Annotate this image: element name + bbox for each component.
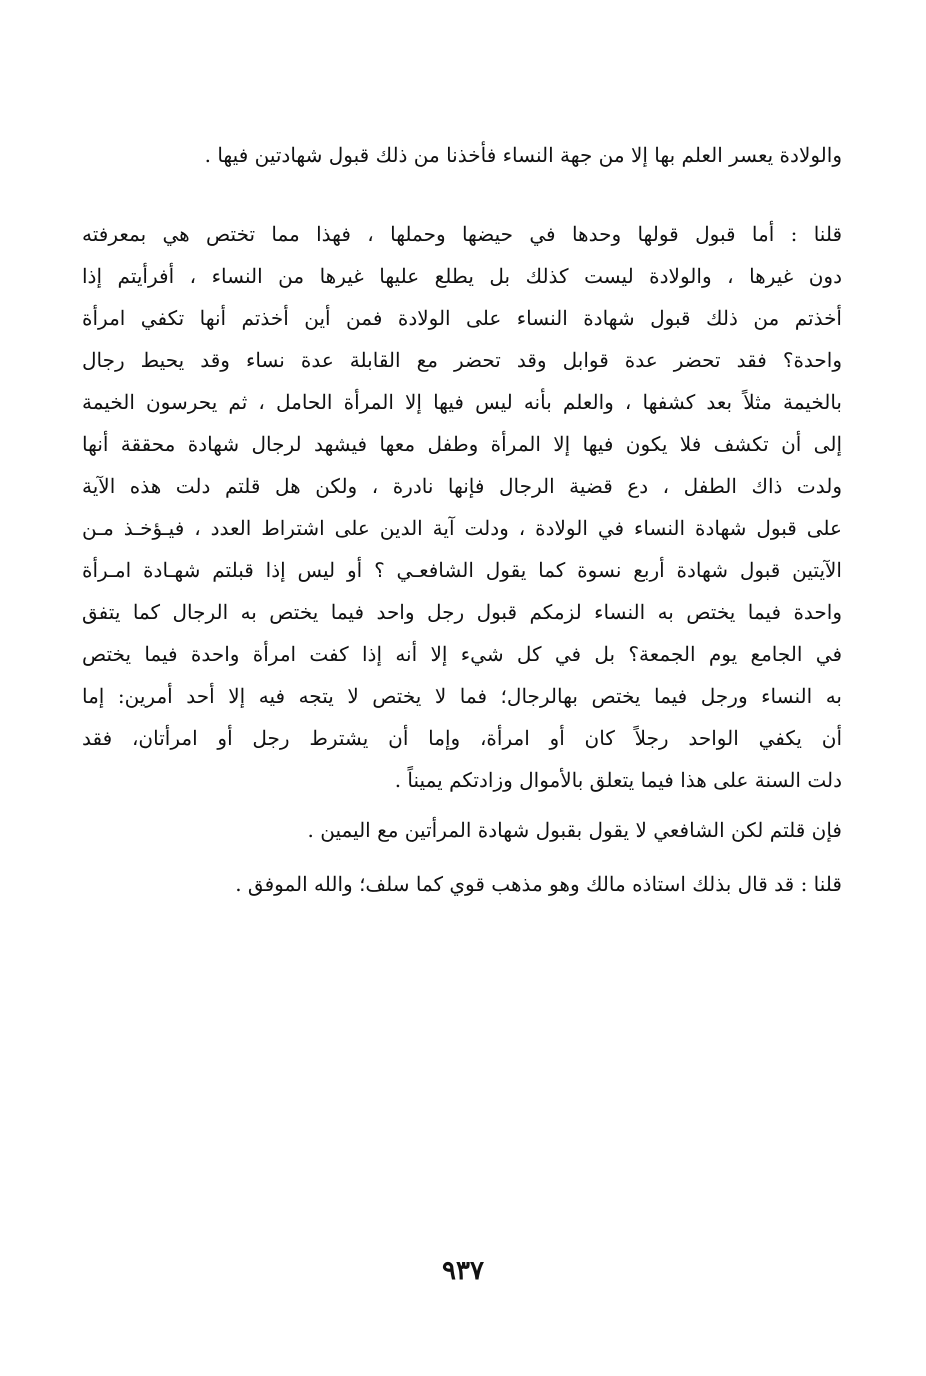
text-line: في الجامع يوم الجمعة؟ بل في كل شيء إلا أنه إذا كفت امرأة واحدة فيما يختص: [82, 642, 842, 666]
text-line: أن يكفي الواحد رجلاً كان أو امرأة، وإما أن يشترط رجل أو امرأتان، فقد: [82, 726, 842, 750]
text-line: قلنا : قد قال بذلك استاذه مالك وهو مذهب قوي كما سلف؛ والله الموفق .: [235, 872, 842, 896]
text-line: دلت السنة على هذا فيما يتعلق بالأموال وزادتكم يميناً .: [394, 768, 842, 792]
text-line: واحدة فيما يختص به النساء لزمكم قبول رجل واحد فيما يختص به الرجال كما يتفق: [82, 600, 842, 624]
text-line: واحدة؟ فقد تحضر عدة قوابل وقد تحضر مع القابلة عدة نساء وقد يحيط رجال: [82, 348, 842, 372]
paragraph-3: [82, 818, 842, 858]
text-line: بالخيمة مثلاً بعد كشفها ، والعلم بأنه ليس فيها إلا المرأة الحامل ، ثم يحرسون الخيمة: [82, 390, 842, 414]
text-line: الآيتين قبول شهادة أربع نسوة كما يقول الشافعـي ؟ أو ليس إذا قبلتم شهـادة امـرأة: [82, 558, 842, 582]
text-line: دون غيرها ، والولادة ليست كذلك بل يطلع عليها غيرها من النساء ، أفرأيتم إذا: [82, 264, 842, 288]
paragraph-2: [82, 222, 842, 822]
paragraph-4: [82, 872, 842, 912]
text-line: إلى أن تكشف فلا يكون فيها إلا المرأة وطفل معها فيشهد لرجال شهادة محققة أنها: [82, 432, 842, 456]
text-line: على قبول شهادة النساء في الولادة ، ودلت آية الدين على اشتراط العدد ، فيـؤخـذ مـن: [82, 516, 842, 540]
text-line: فإن قلتم لكن الشافعي لا يقول بقبول شهادة المرأتين مع اليمين .: [307, 818, 842, 842]
paragraph-1: [82, 143, 842, 183]
text-line: والولادة يعسر العلم بها إلا من جهة النساء فأخذنا من ذلك قبول شهادتين فيها .: [204, 143, 842, 167]
text-line: قلنا : أما قبول قولها وحدها في حيضها وحملها ، فهذا مما تختص هي بمعرفته: [82, 222, 842, 246]
text-line: ولدت ذاك الطفل ، دع قضية الرجال فإنها نادرة ، ولكن هل قلتم دلت هذه الآية: [82, 474, 842, 498]
text-line: أخذتم من ذلك قبول شهادة النساء على الولادة فمن أين أخذتم أنها تكفي امرأة: [82, 306, 842, 330]
text-line: به النساء ورجل فيما يختص بهالرجال؛ فما لا يختص لا يتجه فيه إلا أحد أمرين: إما: [82, 684, 842, 708]
page-number: ٩٣٧: [442, 1256, 484, 1286]
